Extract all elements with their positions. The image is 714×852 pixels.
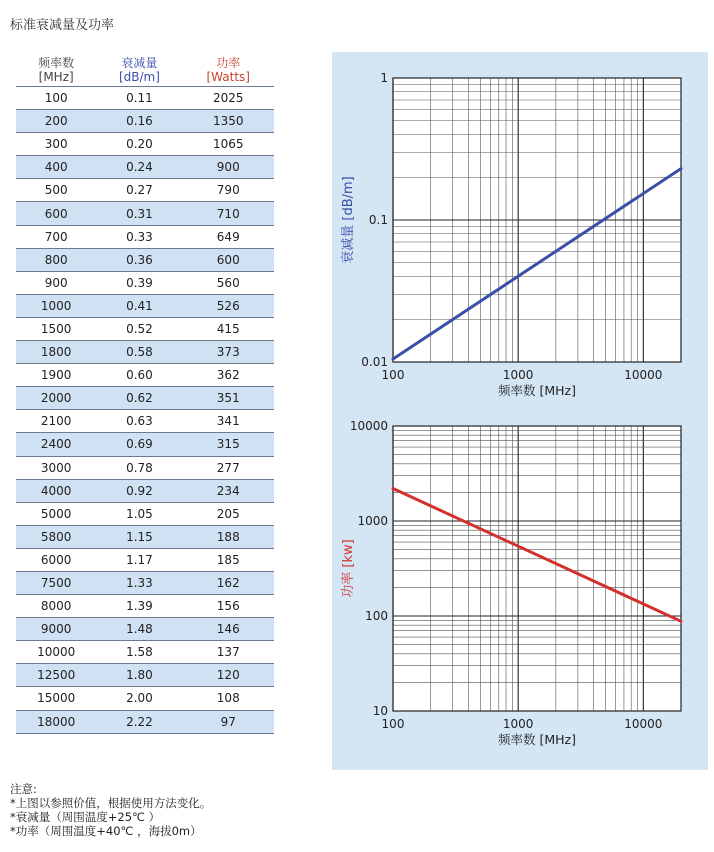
attenuation-y-tick-label: 0.1 (368, 213, 388, 227)
cell-power: 97 (183, 710, 275, 733)
cell-power: 1350 (183, 110, 275, 133)
cell-attenuation: 0.27 (96, 179, 182, 202)
page-title: 标准衰减量及功率 (10, 18, 115, 33)
power-x-axis-label: 频率数 [MHz] (498, 732, 576, 747)
cell-frequency: 800 (16, 248, 96, 271)
cell-power: 162 (183, 571, 275, 594)
cell-power: 600 (183, 248, 275, 271)
cell-power: 277 (183, 456, 275, 479)
cell-attenuation: 1.33 (96, 571, 182, 594)
cell-frequency: 10000 (16, 641, 96, 664)
cell-frequency: 12500 (16, 664, 96, 687)
cell-power: 185 (183, 548, 275, 571)
cell-frequency: 100 (16, 87, 96, 110)
cell-power: 415 (183, 317, 275, 340)
cell-attenuation: 2.00 (96, 687, 182, 710)
cell-attenuation: 1.15 (96, 525, 182, 548)
cell-attenuation: 0.20 (96, 133, 182, 156)
cell-power: 137 (183, 641, 275, 664)
cell-power: 560 (183, 271, 275, 294)
power-x-tick-label: 10000 (624, 717, 663, 731)
cell-attenuation: 0.62 (96, 387, 182, 410)
cell-attenuation: 0.16 (96, 110, 182, 133)
cell-attenuation: 1.17 (96, 548, 182, 571)
cell-frequency: 4000 (16, 479, 96, 502)
cell-attenuation: 0.33 (96, 225, 182, 248)
cell-attenuation: 0.78 (96, 456, 182, 479)
cell-frequency: 15000 (16, 687, 96, 710)
cell-attenuation: 1.80 (96, 664, 182, 687)
cell-power: 315 (183, 433, 275, 456)
cell-attenuation: 0.24 (96, 156, 182, 179)
cell-attenuation: 0.60 (96, 364, 182, 387)
header-frequency-label: 频率数 (38, 56, 75, 70)
cell-frequency: 1000 (16, 294, 96, 317)
attenuation-y-tick-label: 0.01 (361, 355, 388, 369)
cell-frequency: 400 (16, 156, 96, 179)
cell-power: 526 (183, 294, 275, 317)
cell-frequency: 8000 (16, 595, 96, 618)
cell-frequency: 1900 (16, 364, 96, 387)
cell-attenuation: 1.39 (96, 595, 182, 618)
cell-frequency: 9000 (16, 618, 96, 641)
cell-frequency: 5800 (16, 525, 96, 548)
cell-power: 900 (183, 156, 275, 179)
cell-power: 790 (183, 179, 275, 202)
attenuation-x-tick-label: 1000 (502, 368, 534, 382)
cell-frequency: 2000 (16, 387, 96, 410)
cell-attenuation: 0.52 (96, 317, 182, 340)
cell-power: 156 (183, 595, 275, 618)
notes-heading: 注意: (10, 782, 37, 796)
cell-attenuation: 0.69 (96, 433, 182, 456)
cell-attenuation: 1.05 (96, 502, 182, 525)
cell-frequency: 2100 (16, 410, 96, 433)
cell-frequency: 300 (16, 133, 96, 156)
attenuation-y-axis-label: 衰减量 [dB/m] (341, 176, 356, 264)
cell-frequency: 1500 (16, 317, 96, 340)
attenuation-y-tick-label: 1 (380, 71, 388, 85)
header-attenuation-unit: [dB/m] (118, 70, 160, 84)
cell-frequency: 500 (16, 179, 96, 202)
note-attenuation: *衰减量（周围温度+25℃ ） (10, 810, 161, 824)
header-power-label: 功率 (216, 56, 241, 70)
cell-power: 234 (183, 479, 275, 502)
cell-power: 188 (183, 525, 275, 548)
cell-frequency: 2400 (16, 433, 96, 456)
cell-frequency: 3000 (16, 456, 96, 479)
cell-attenuation: 1.48 (96, 618, 182, 641)
cell-power: 362 (183, 364, 275, 387)
note-reference: *上图以参照价值，根据使用方法变化。 (10, 796, 212, 810)
attenuation-x-tick-label: 100 (381, 368, 405, 382)
cell-attenuation: 0.39 (96, 271, 182, 294)
cell-attenuation: 1.58 (96, 641, 182, 664)
power-y-axis-label: 功率 [kw] (341, 539, 356, 598)
cell-frequency: 1800 (16, 341, 96, 364)
header-attenuation-label: 衰减量 (121, 56, 158, 70)
cell-power: 120 (183, 664, 275, 687)
cell-frequency: 7500 (16, 571, 96, 594)
cell-power: 2025 (183, 87, 275, 110)
power-y-tick-label: 100 (365, 609, 388, 623)
cell-frequency: 200 (16, 110, 96, 133)
power-y-tick-label: 1000 (357, 514, 388, 528)
cell-frequency: 6000 (16, 548, 96, 571)
power-y-tick-label: 10 (372, 704, 388, 718)
cell-frequency: 700 (16, 225, 96, 248)
attenuation-x-tick-label: 10000 (624, 368, 663, 382)
cell-attenuation: 0.92 (96, 479, 182, 502)
cell-attenuation: 0.36 (96, 248, 182, 271)
cell-attenuation: 0.11 (96, 87, 182, 110)
cell-power: 710 (183, 202, 275, 225)
header-frequency-unit: [MHz] (38, 70, 74, 84)
cell-attenuation: 2.22 (96, 710, 182, 733)
cell-attenuation: 0.63 (96, 410, 182, 433)
cell-power: 108 (183, 687, 275, 710)
cell-power: 373 (183, 341, 275, 364)
power-x-tick-label: 1000 (502, 717, 534, 731)
power-x-tick-label: 100 (381, 717, 405, 731)
attenuation-x-axis-label: 频率数 [MHz] (498, 383, 576, 398)
cell-power: 1065 (183, 133, 275, 156)
power-y-tick-label: 10000 (349, 419, 388, 433)
header-power-unit: [Watts] (206, 70, 250, 84)
cell-frequency: 900 (16, 271, 96, 294)
cell-frequency: 600 (16, 202, 96, 225)
cell-attenuation: 0.58 (96, 341, 182, 364)
cell-power: 146 (183, 618, 275, 641)
note-power: *功率（周围温度+40℃ ，海拔0m） (10, 824, 202, 838)
cell-power: 649 (183, 225, 275, 248)
cell-attenuation: 0.41 (96, 294, 182, 317)
cell-power: 341 (183, 410, 275, 433)
cell-attenuation: 0.31 (96, 202, 182, 225)
cell-frequency: 5000 (16, 502, 96, 525)
cell-frequency: 18000 (16, 710, 96, 733)
cell-power: 205 (183, 502, 275, 525)
cell-power: 351 (183, 387, 275, 410)
